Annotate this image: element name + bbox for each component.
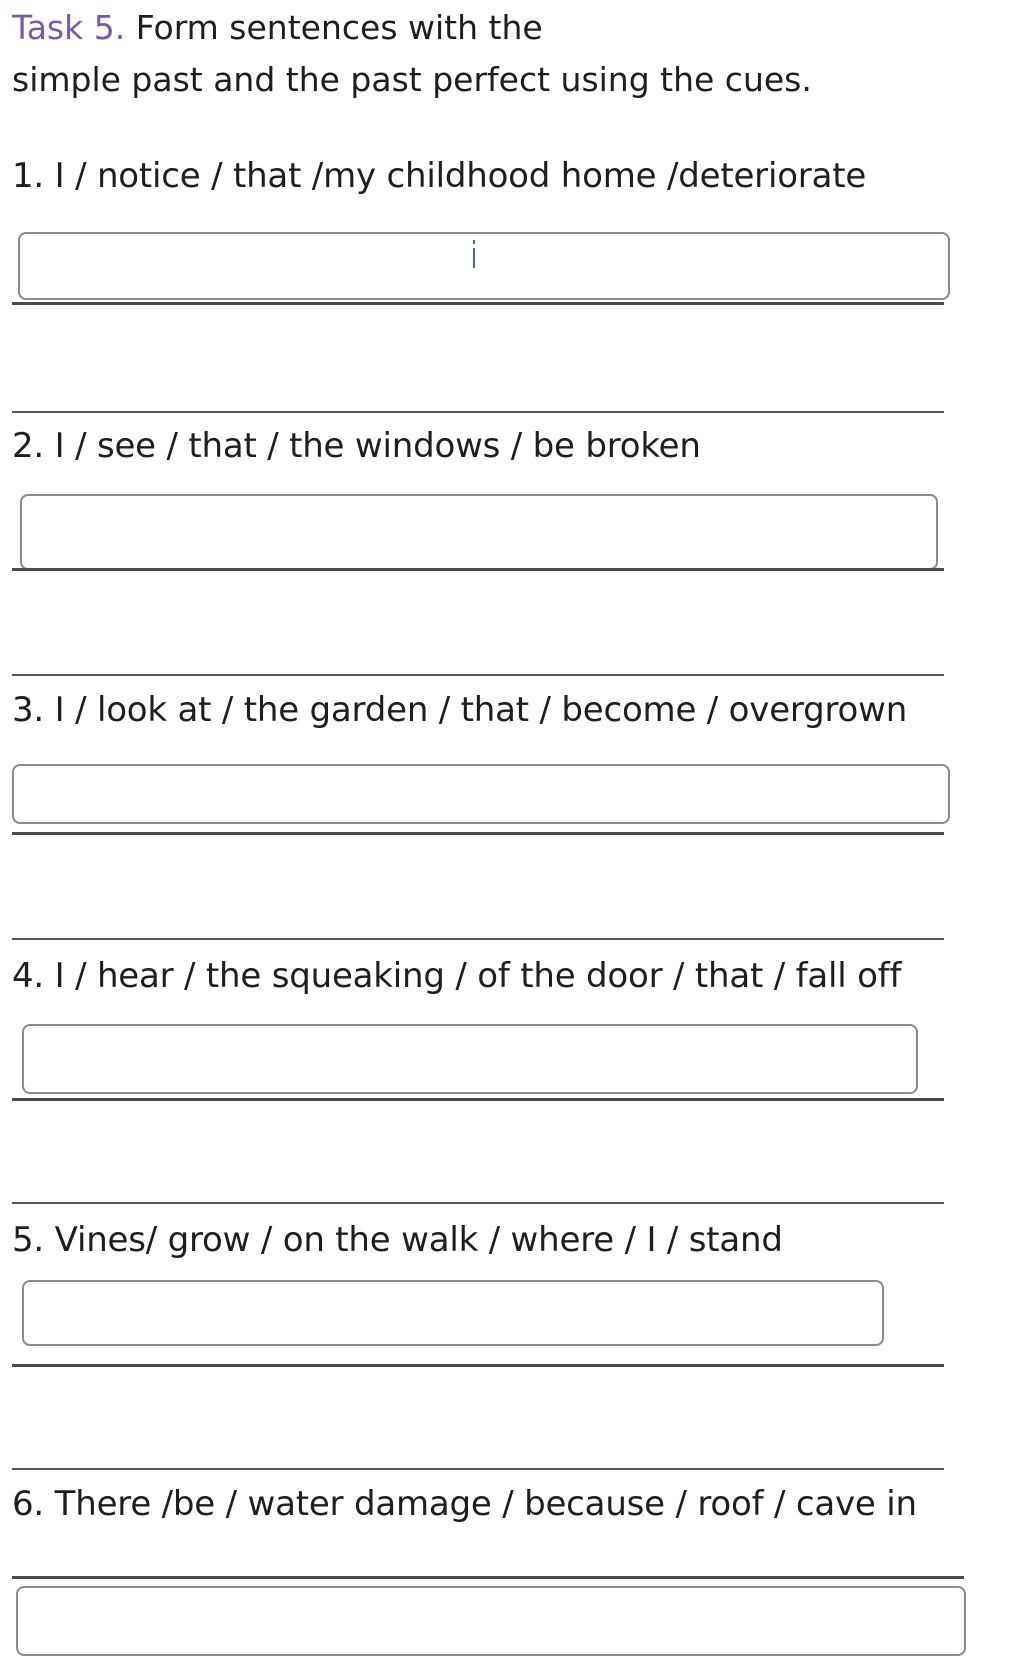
question-1-cue: 1. I / notice / that /my childhood home /deteriorate [12,156,867,196]
task-title-text: Form sentences with the [125,8,543,47]
answer-input-1[interactable] [18,232,950,300]
question-5-cue: 5. Vines/ grow / on the walk / where / I / stand [12,1220,783,1260]
answer-line-3b [12,938,944,940]
task-label: Task 5. [12,8,126,47]
answer-input-5[interactable] [22,1280,884,1346]
answer-line-3a [12,832,944,835]
answer-input-2[interactable] [20,494,938,570]
question-6-cue: 6. There /be / water damage / because / roof / cave in [12,1484,917,1524]
answer-line-4b [12,1202,944,1204]
i-beam-cursor-icon [472,240,476,268]
answer-line-2b [12,674,944,676]
answer-line-5b [12,1468,944,1470]
question-2-cue: 2. I / see / that / the windows / be broken [12,426,701,466]
answer-input-4[interactable] [22,1024,918,1094]
question-4-cue: 4. I / hear / the squeaking / of the door / that / fall off [12,956,902,996]
answer-line-1a [12,302,944,305]
question-3-cue: 3. I / look at / the garden / that / become / overgrown [12,690,908,730]
answer-line-4a [12,1098,944,1101]
answer-input-6[interactable] [16,1586,966,1656]
answer-line-2a [12,568,944,571]
answer-input-3[interactable] [12,764,950,824]
task-title [12,2,543,54]
answer-line-5a [12,1364,944,1367]
answer-line-1b [12,411,944,413]
task-subtitle: simple past and the past perfect using the cues. [12,60,812,99]
answer-line-6a [12,1576,964,1579]
